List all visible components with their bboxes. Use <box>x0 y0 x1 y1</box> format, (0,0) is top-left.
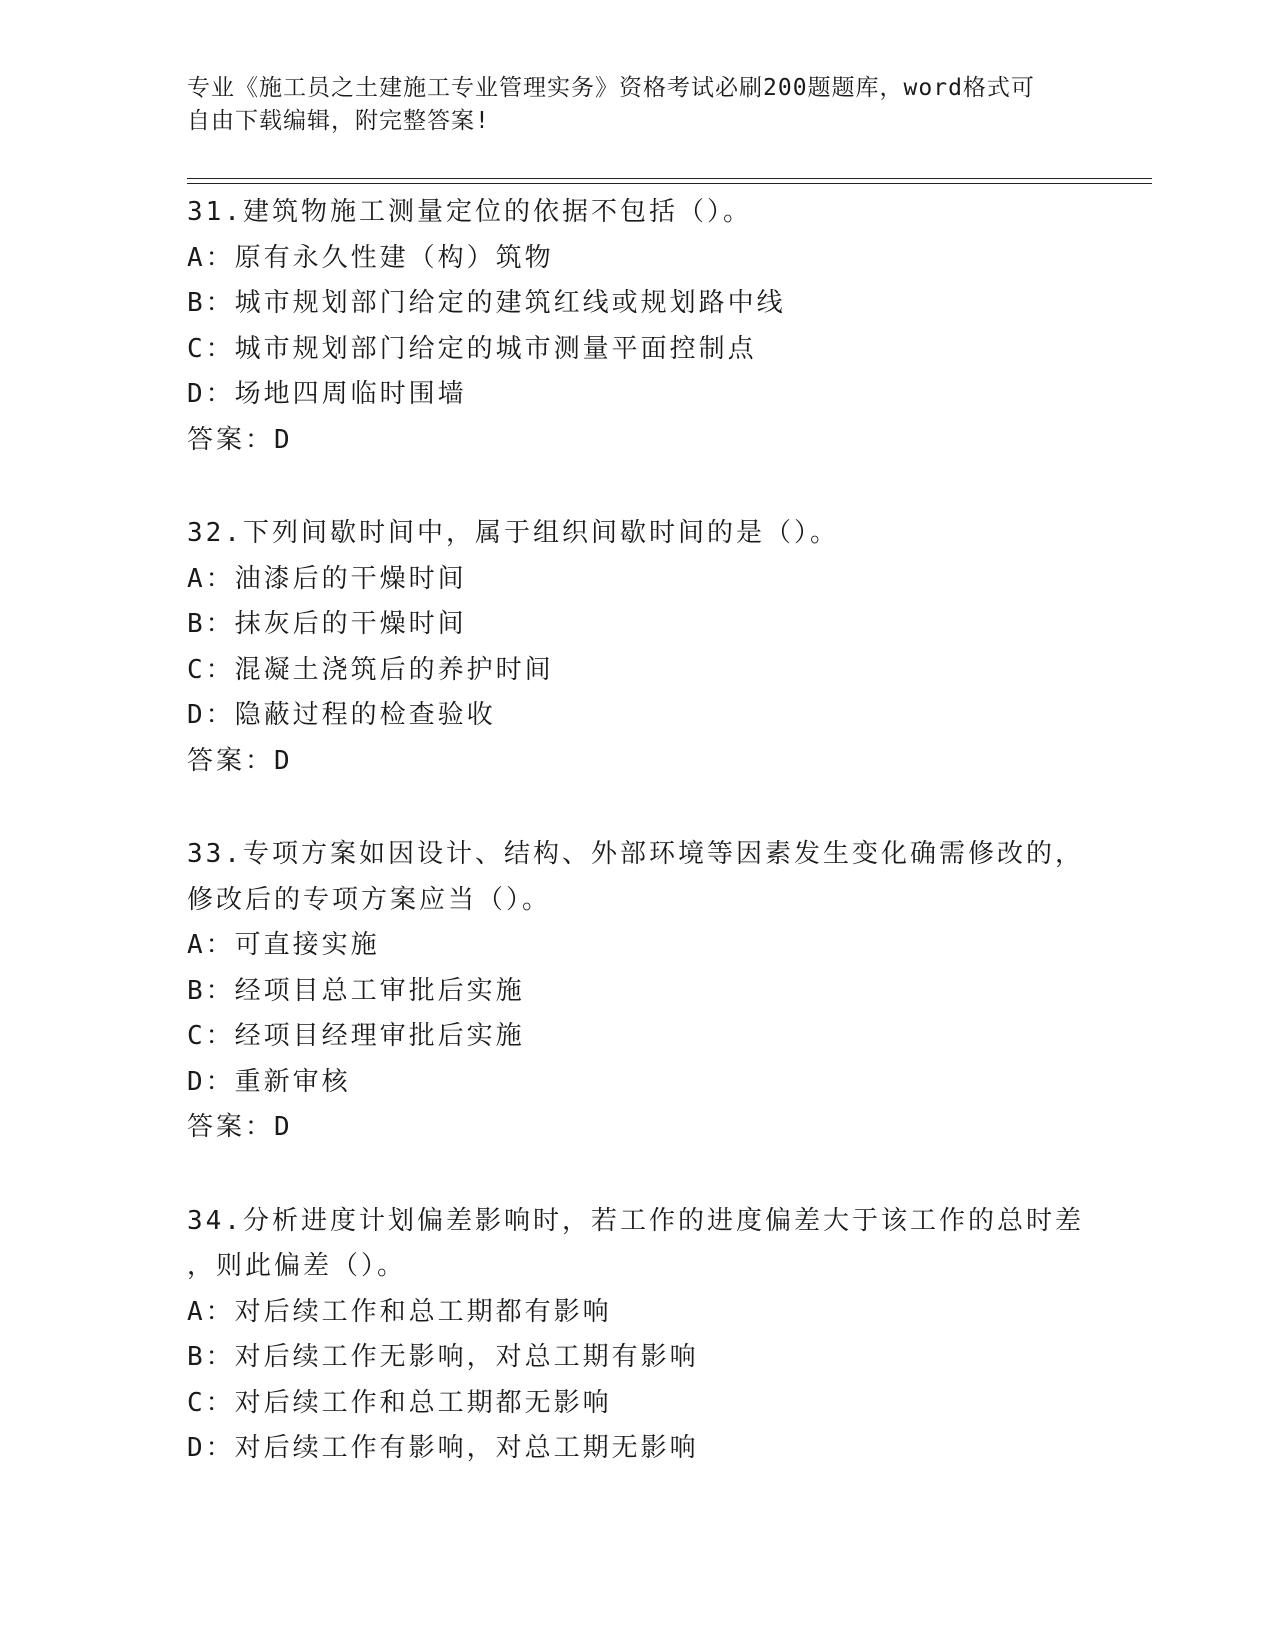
question-33 <box>187 832 1087 1151</box>
option-b: B：城市规划部门给定的建筑红线或规划路中线 <box>187 288 786 318</box>
question-stem-continued: 修改后的专项方案应当（）。 <box>187 884 552 915</box>
option-d: D：隐蔽过程的检查验收 <box>187 700 496 730</box>
option-c: C：对后续工作和总工期都无影响 <box>187 1387 612 1418</box>
option-c: C：经项目经理审批后实施 <box>187 1021 525 1051</box>
option-a: A：原有永久性建（构）筑物 <box>187 242 554 273</box>
answer-line: 答案：D <box>187 424 293 455</box>
option-a: A：可直接实施 <box>187 930 380 960</box>
question-stem: 34.分析进度计划偏差影响时，若工作的进度偏差大于该工作的总时差 <box>187 1205 1084 1236</box>
header-line-1: 专业《施工员之土建施工专业管理实务》资格考试必刷200题题库，word格式可 <box>187 75 1035 101</box>
option-c: C：城市规划部门给定的城市测量平面控制点 <box>187 333 757 364</box>
answer-line: 答案：D <box>187 1112 293 1142</box>
question-stem: 33.专项方案如因设计、结构、外部环境等因素发生变化确需修改的， <box>187 839 1084 869</box>
question-list <box>187 190 1087 1520</box>
option-b: B：对后续工作无影响，对总工期有影响 <box>187 1342 699 1372</box>
option-a: A：油漆后的干燥时间 <box>187 563 467 594</box>
question-stem: 31.建筑物施工测量定位的依据不包括（）。 <box>187 197 752 227</box>
option-d: D：对后续工作有影响，对总工期无影响 <box>187 1433 699 1463</box>
question-31 <box>187 190 1087 463</box>
option-a: A：对后续工作和总工期都有影响 <box>187 1296 612 1327</box>
question-34 <box>187 1199 1087 1472</box>
option-c: C：混凝土浇筑后的养护时间 <box>187 654 554 685</box>
header-line-2: 自由下载编辑，附完整答案! <box>187 108 490 134</box>
option-b: B：经项目总工审批后实施 <box>187 975 525 1006</box>
document-header <box>187 72 1067 138</box>
header-divider-top <box>187 178 1152 179</box>
option-d: D：重新审核 <box>187 1066 351 1097</box>
answer-line: 答案：D <box>187 745 293 776</box>
question-stem-continued: ，则此偏差（）。 <box>187 1251 407 1281</box>
header-divider-bottom <box>187 183 1152 184</box>
question-stem: 32.下列间歇时间中，属于组织间歇时间的是（）。 <box>187 518 839 548</box>
option-d: D：场地四周临时围墙 <box>187 379 467 409</box>
question-32 <box>187 511 1087 784</box>
option-b: B：抹灰后的干燥时间 <box>187 609 467 639</box>
